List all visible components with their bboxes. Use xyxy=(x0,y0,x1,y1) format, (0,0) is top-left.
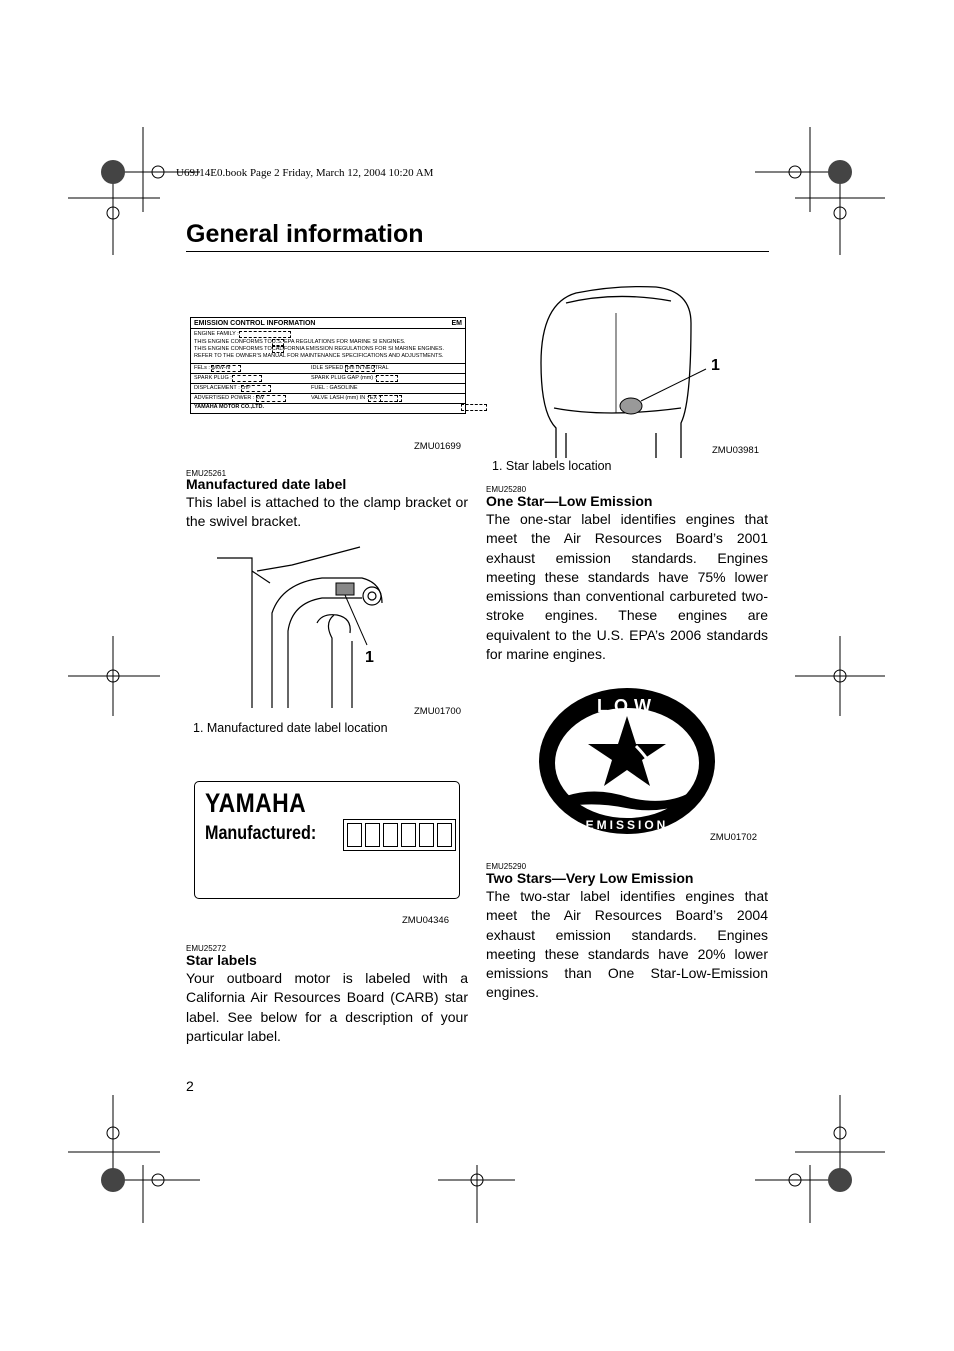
date-boxes xyxy=(343,819,456,851)
figure-caption: 1. Star labels location xyxy=(492,459,612,473)
section-code: EMU25280 xyxy=(486,485,527,494)
logo-low-text: LOW xyxy=(597,696,657,716)
star-label-location xyxy=(620,398,642,414)
figure-code: ZMU04346 xyxy=(402,915,449,926)
figure-code: ZMU01699 xyxy=(414,441,461,452)
emission-control-label: EMISSION CONTROL INFORMATION EM ENGINE FAMILY : THIS ENGINE CONFORMS TO U.S. EPA REGULATIONS FOR MARINE SI ENGINES. THIS ENGINE CONFORMS TO CALIFORNIA EMISSION REGULATIONS FOR SI MARINE ENGINES. REFER TO THE OWNER'S MANUAL FOR MAINTENANCE SPECIFICATIONS AND ADJUSTMENTS. FELs : g/kW-hr IDLE SPEED rpm IN NEUTRAL SPARK PLUG : SPARK PLUG GAP (mm) : DISPLACEMENT : cm³ FUEL : GASOLINE ADVERTISED POWER : kW VALVE LASH (mm) IN : EX : YAMAHA MOTOR CO.,LTD. xyxy=(190,317,466,414)
manufactured-label xyxy=(194,781,460,899)
logo-emission-text: EMISSION xyxy=(585,818,669,832)
figure-code: ZMU01700 xyxy=(414,706,461,717)
section-text: Your outboard motor is labeled with a California Air Resources Board (CARB) star label. See below for a description of your particular label. xyxy=(186,970,468,1044)
section-heading: Manufactured date label xyxy=(186,476,347,492)
figure-code: ZMU01702 xyxy=(710,832,757,843)
section-text: The two-star label identifies engines that meet the Air Resources Board’s 2004 exhaust emission standards. Engines meeting these standards have 20% lower emissions than One Star-Low-Emission engines. xyxy=(486,888,768,1001)
page-title: General information xyxy=(186,220,424,248)
yamaha-logo: YAMAHA xyxy=(205,788,307,818)
label-location xyxy=(336,583,354,595)
figure-caption: 1. Manufactured date label location xyxy=(193,721,388,735)
section-heading: Two Stars—Very Low Emission xyxy=(486,870,694,886)
figure-code: ZMU03981 xyxy=(712,445,759,456)
section-code: EMU25272 xyxy=(186,944,227,953)
low-emission-star-logo xyxy=(536,686,718,836)
outboard-motor-illustration xyxy=(486,283,768,458)
callout-number: 1 xyxy=(711,357,720,374)
printer-line: U69J14E0.book Page 2 Friday, March 12, 2004 10:20 AM xyxy=(176,167,434,179)
manufactured-text: Manufactured: xyxy=(205,823,317,844)
section-text: This label is attached to the clamp bracket or the swivel bracket. xyxy=(186,494,468,530)
section-text: The one-star label identifies engines that meet the Air Resources Board’s 2001 exhaust emission standards. Engines meeting these standards have 75% lower emissions than conventional carbureted two-stroke engines. These engines are equivalent to the U.S. EPA’s 2006 standards for marine engines. xyxy=(486,511,768,663)
section-code: EMU25261 xyxy=(186,469,227,478)
page-number: 2 xyxy=(186,1078,194,1094)
callout-number: 1 xyxy=(365,649,374,666)
clamp-bracket-illustration xyxy=(212,543,468,709)
section-code: EMU25290 xyxy=(486,862,527,871)
title-rule xyxy=(186,251,769,252)
section-heading: Star labels xyxy=(186,952,257,968)
section-heading: One Star—Low Emission xyxy=(486,493,653,509)
